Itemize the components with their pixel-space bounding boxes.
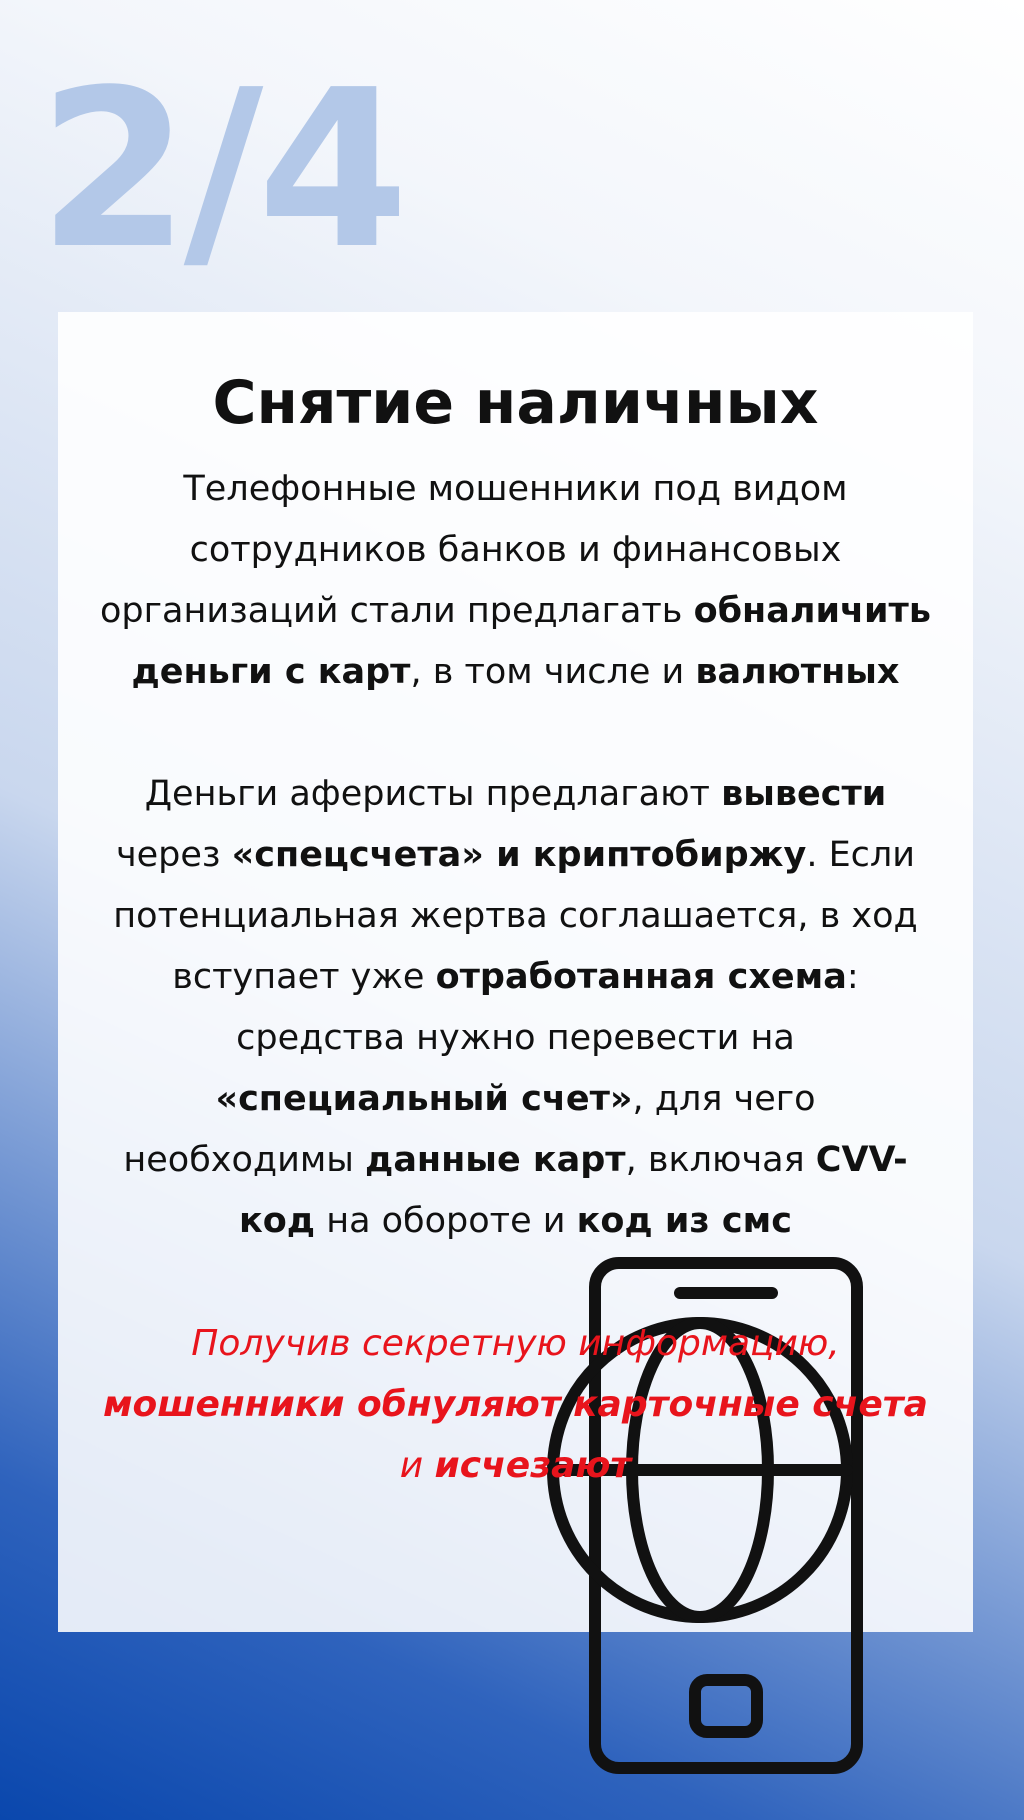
intro-paragraph [98,459,933,703]
text-segment: : средства нужно перевести на [236,957,859,1058]
warning-segment: и [399,1445,435,1486]
text-segment: , в том числе и [410,652,696,692]
highlight-text: данные карт [365,1140,626,1180]
highlight-text: «спецсчета» и криптобиржу [231,835,807,875]
text-segment: Деньги аферисты предлагают [144,774,722,814]
page-number: 2/4 [38,44,403,297]
text-segment: , для чего необходимы [123,1079,816,1180]
text-segment: . Если потенциальная жертва соглашается, в ход вступает уже [113,835,918,997]
highlight-text: вывести [721,774,887,814]
text-segment: , включая [625,1140,816,1180]
text-segment: Телефонные мошенники под видом сотрудников банков и финансовых организаций стали предлагать [100,469,848,631]
warning-segment: Получив секретную информацию, [191,1323,840,1364]
text-segment: на обороте и [315,1201,577,1241]
highlight-text: обналичить деньги с карт [131,591,931,692]
scheme-paragraph [98,764,933,1252]
highlight-text: CVV-код [238,1140,908,1241]
text-segment: через [115,835,232,875]
highlight-text: валютных [695,652,900,692]
warning-text [98,1313,933,1496]
warning-highlight: мошенники обнуляют карточные счета [103,1384,928,1425]
warning-highlight: исчезают [434,1445,632,1486]
page-title: Снятие наличных [212,368,819,438]
highlight-text: «специальный счет» [215,1079,633,1119]
highlight-text: отработанная схема [435,957,847,997]
highlight-text: код из смс [576,1201,793,1241]
card-content [58,312,973,1496]
